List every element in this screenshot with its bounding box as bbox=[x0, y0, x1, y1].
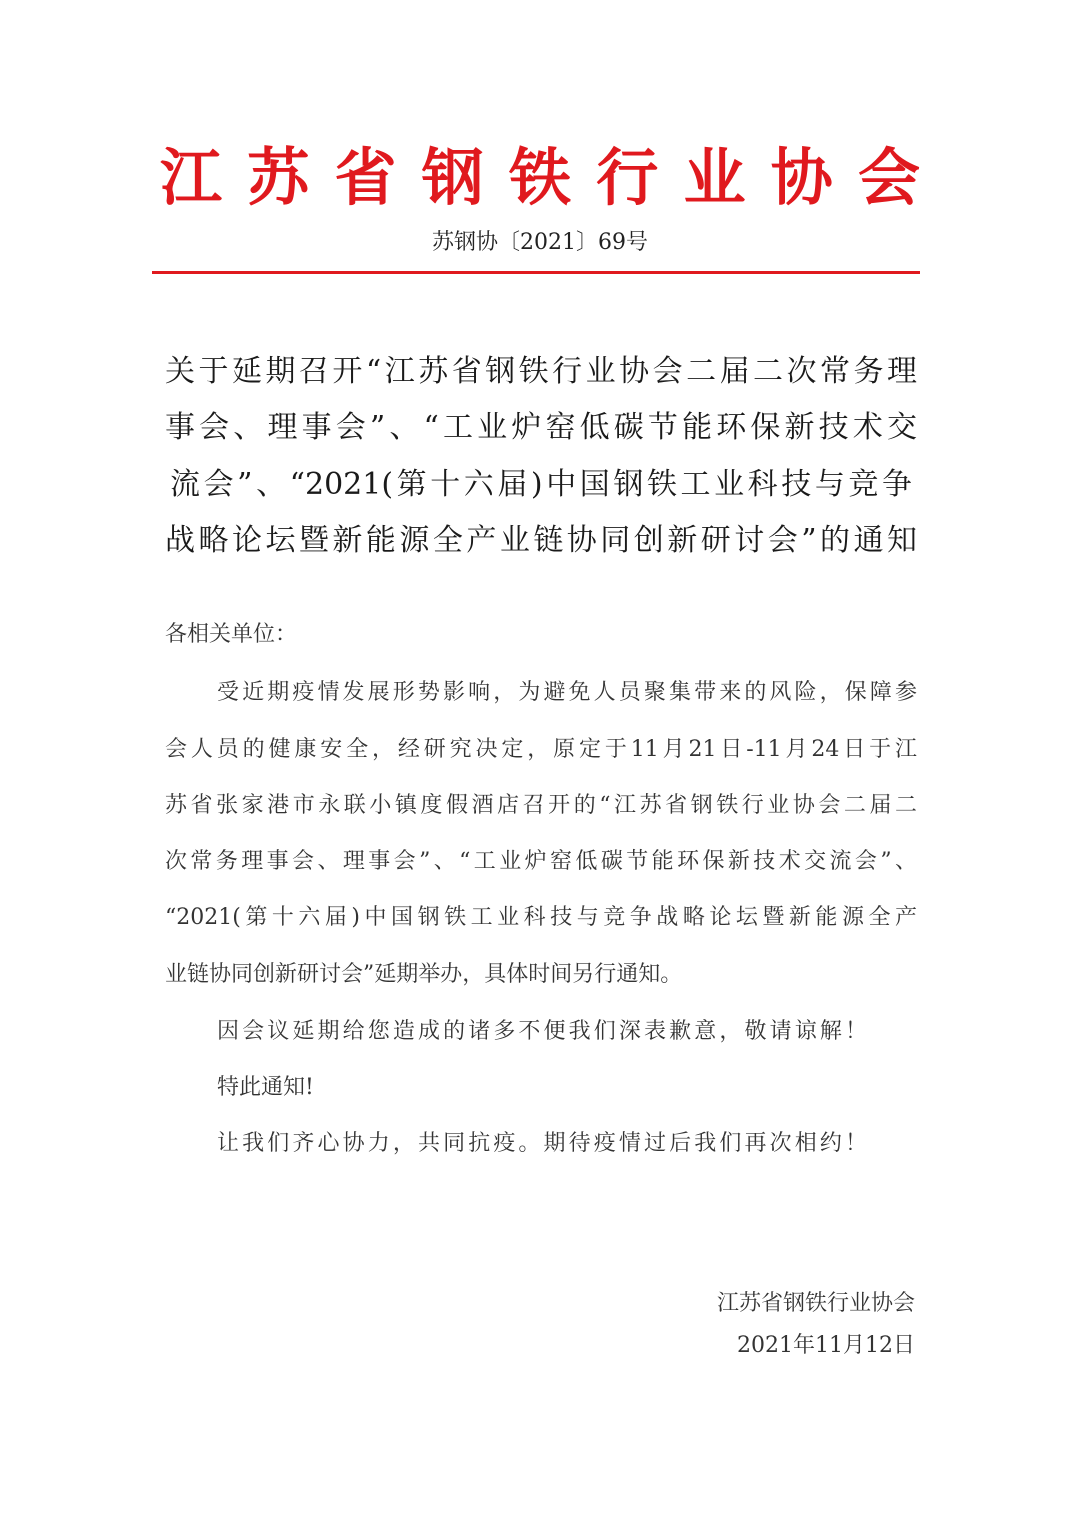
document-number: 苏钢协〔2021〕69号 bbox=[432, 230, 648, 255]
title-line: 流会”、“2021(第十六届)中国钢铁工业科技与竞争 bbox=[170, 467, 912, 502]
body-line: 会人员的健康安全，经研究决定，原定于11月21日-11月24日于江 bbox=[165, 737, 917, 762]
title-line: 战略论坛暨新能源全产业链协同创新研讨会”的通知 bbox=[165, 523, 917, 558]
signature-date: 2021年11月12日 bbox=[737, 1333, 915, 1358]
closing-paragraph: 让我们齐心协力，共同抗疫。期待疫情过后我们再次相约！ bbox=[217, 1131, 867, 1156]
salutation: 各相关单位： bbox=[165, 622, 298, 647]
body-line: “2021(第十六届)中国钢铁工业科技与竞争战略论坛暨新能源全产 bbox=[165, 905, 917, 930]
letterhead-divider bbox=[152, 271, 920, 274]
apology-paragraph: 因会议延期给您造成的诸多不便我们深表歉意，敬请谅解！ bbox=[217, 1019, 867, 1044]
title-line: 关于延期召开“江苏省钢铁行业协会二届二次常务理 bbox=[165, 354, 917, 389]
letterhead-organization: 江苏省钢铁行业协会 bbox=[160, 141, 920, 214]
body-line: 次常务理事会、理事会”、“工业炉窑低碳节能环保新技术交流会”、 bbox=[165, 849, 917, 874]
notice-paragraph: 特此通知! bbox=[217, 1075, 314, 1100]
title-line: 事会、理事会”、“工业炉窑低碳节能环保新技术交 bbox=[165, 410, 917, 445]
body-line: 业链协同创新研讨会”延期举办，具体时间另行通知。 bbox=[165, 962, 683, 987]
body-line: 受近期疫情发展形势影响，为避免人员聚集带来的风险，保障参 bbox=[217, 680, 917, 705]
signature-organization: 江苏省钢铁行业协会 bbox=[716, 1291, 915, 1316]
body-line: 苏省张家港市永联小镇度假酒店召开的“江苏省钢铁行业协会二届二 bbox=[165, 793, 917, 818]
